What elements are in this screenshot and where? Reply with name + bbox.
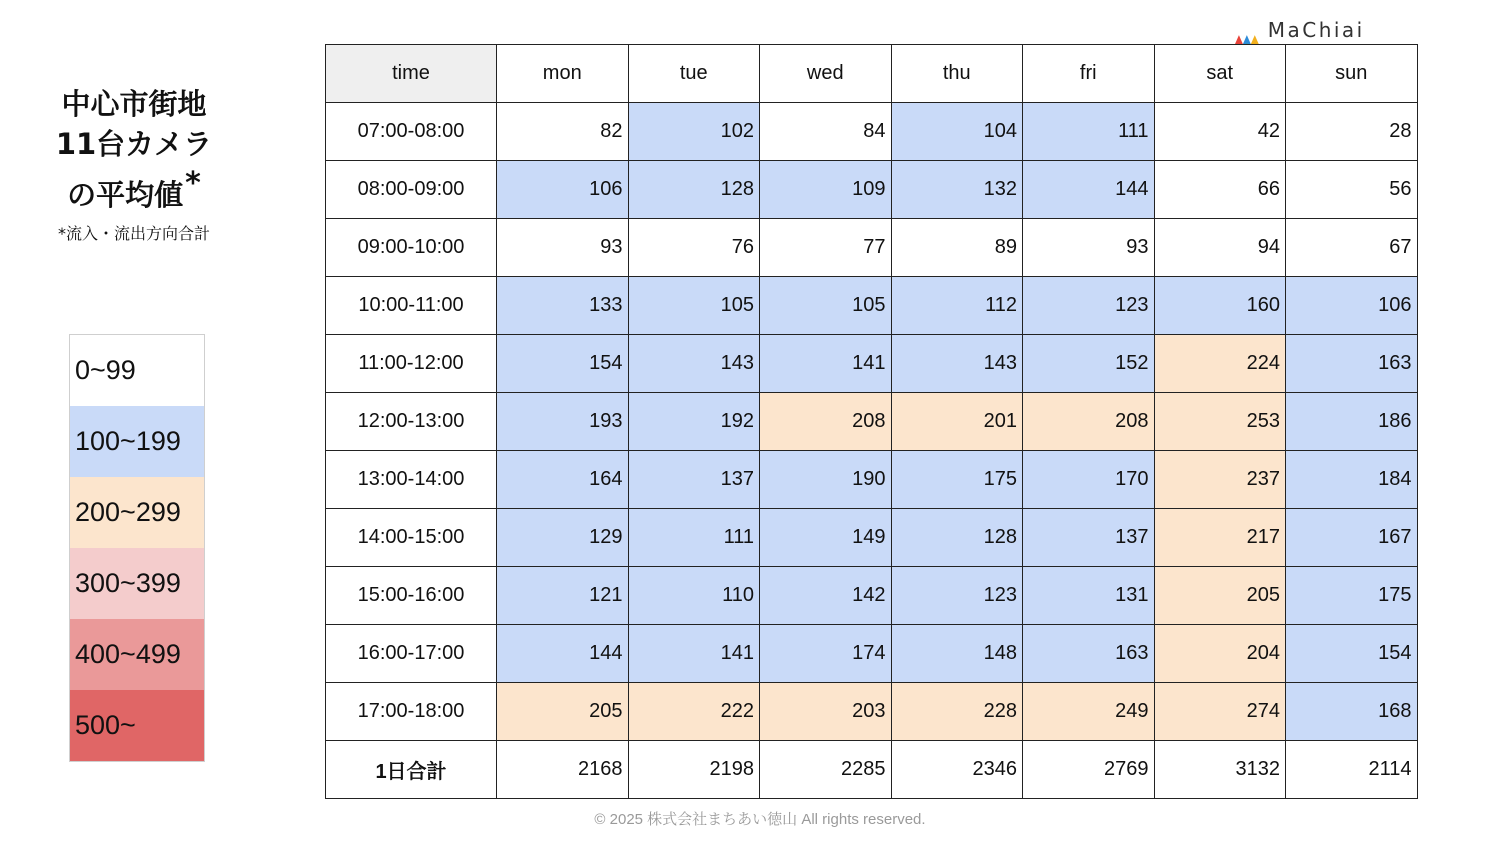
count-cell: 121 bbox=[497, 567, 629, 625]
count-cell: 106 bbox=[1286, 277, 1418, 335]
count-cell: 142 bbox=[760, 567, 892, 625]
count-cell: 203 bbox=[760, 683, 892, 741]
count-cell: 102 bbox=[628, 103, 760, 161]
table-row bbox=[326, 509, 1418, 567]
count-cell: 190 bbox=[760, 451, 892, 509]
table-row bbox=[326, 219, 1418, 277]
count-cell: 164 bbox=[497, 451, 629, 509]
copyright-footer: © 2025 株式会社まちあい徳山 All rights reserved. bbox=[594, 811, 926, 828]
count-cell: 111 bbox=[628, 509, 760, 567]
header-time: time bbox=[326, 45, 497, 103]
count-cell: 137 bbox=[628, 451, 760, 509]
legend-item: 0~99 bbox=[70, 335, 204, 406]
legend-item: 300~399 bbox=[70, 548, 204, 619]
total-cell: 2198 bbox=[628, 741, 760, 799]
count-cell: 141 bbox=[760, 335, 892, 393]
count-cell: 111 bbox=[1023, 103, 1155, 161]
count-cell: 123 bbox=[1023, 277, 1155, 335]
header-sat: sat bbox=[1154, 45, 1286, 103]
count-cell: 184 bbox=[1286, 451, 1418, 509]
count-cell: 137 bbox=[1023, 509, 1155, 567]
count-cell: 205 bbox=[1154, 567, 1286, 625]
count-cell: 105 bbox=[760, 277, 892, 335]
title-asterisk: * bbox=[185, 166, 201, 201]
count-cell: 148 bbox=[891, 625, 1023, 683]
title-line-1: 中心市街地 bbox=[61, 87, 207, 121]
header-mon: mon bbox=[497, 45, 629, 103]
count-cell: 89 bbox=[891, 219, 1023, 277]
count-cell: 133 bbox=[497, 277, 629, 335]
table-row bbox=[326, 103, 1418, 161]
count-cell: 105 bbox=[628, 277, 760, 335]
count-cell: 154 bbox=[497, 335, 629, 393]
count-cell: 228 bbox=[891, 683, 1023, 741]
header-thu: thu bbox=[891, 45, 1023, 103]
total-label: 1日合計 bbox=[326, 741, 497, 799]
count-cell: 144 bbox=[1023, 161, 1155, 219]
legend-item: 400~499 bbox=[70, 619, 204, 690]
table-row bbox=[326, 567, 1418, 625]
header-fri: fri bbox=[1023, 45, 1155, 103]
table-row bbox=[326, 393, 1418, 451]
color-legend bbox=[69, 334, 205, 762]
count-cell: 143 bbox=[628, 335, 760, 393]
count-cell: 128 bbox=[891, 509, 1023, 567]
total-cell: 3132 bbox=[1154, 741, 1286, 799]
count-cell: 163 bbox=[1286, 335, 1418, 393]
header-sun: sun bbox=[1286, 45, 1418, 103]
row-time-label: 08:00-09:00 bbox=[326, 161, 497, 219]
count-cell: 67 bbox=[1286, 219, 1418, 277]
count-cell: 144 bbox=[497, 625, 629, 683]
legend-item: 500~ bbox=[70, 690, 204, 761]
count-cell: 106 bbox=[497, 161, 629, 219]
count-cell: 149 bbox=[760, 509, 892, 567]
row-time-label: 11:00-12:00 bbox=[326, 335, 497, 393]
count-cell: 152 bbox=[1023, 335, 1155, 393]
count-cell: 93 bbox=[1023, 219, 1155, 277]
count-cell: 66 bbox=[1154, 161, 1286, 219]
count-cell: 110 bbox=[628, 567, 760, 625]
count-cell: 274 bbox=[1154, 683, 1286, 741]
count-cell: 175 bbox=[891, 451, 1023, 509]
count-cell: 201 bbox=[891, 393, 1023, 451]
row-time-label: 12:00-13:00 bbox=[326, 393, 497, 451]
count-cell: 84 bbox=[760, 103, 892, 161]
table-row bbox=[326, 683, 1418, 741]
row-time-label: 13:00-14:00 bbox=[326, 451, 497, 509]
count-cell: 56 bbox=[1286, 161, 1418, 219]
count-cell: 163 bbox=[1023, 625, 1155, 683]
count-cell: 143 bbox=[891, 335, 1023, 393]
title-line-3 bbox=[20, 164, 248, 215]
row-time-label: 14:00-15:00 bbox=[326, 509, 497, 567]
total-row bbox=[326, 741, 1418, 799]
title-block bbox=[20, 84, 248, 244]
count-cell: 77 bbox=[760, 219, 892, 277]
count-cell: 170 bbox=[1023, 451, 1155, 509]
table-row bbox=[326, 625, 1418, 683]
table-row bbox=[326, 277, 1418, 335]
count-cell: 237 bbox=[1154, 451, 1286, 509]
count-cell: 76 bbox=[628, 219, 760, 277]
count-cell: 132 bbox=[891, 161, 1023, 219]
count-cell: 131 bbox=[1023, 567, 1155, 625]
count-cell: 42 bbox=[1154, 103, 1286, 161]
count-cell: 160 bbox=[1154, 277, 1286, 335]
row-time-label: 07:00-08:00 bbox=[326, 103, 497, 161]
traffic-table bbox=[325, 44, 1418, 799]
count-cell: 109 bbox=[760, 161, 892, 219]
row-time-label: 15:00-16:00 bbox=[326, 567, 497, 625]
table-row bbox=[326, 335, 1418, 393]
total-cell: 2114 bbox=[1286, 741, 1418, 799]
table-row bbox=[326, 161, 1418, 219]
count-cell: 123 bbox=[891, 567, 1023, 625]
brand-name: MaChiai bbox=[1267, 18, 1365, 42]
count-cell: 141 bbox=[628, 625, 760, 683]
count-cell: 154 bbox=[1286, 625, 1418, 683]
count-cell: 28 bbox=[1286, 103, 1418, 161]
count-cell: 174 bbox=[760, 625, 892, 683]
count-cell: 129 bbox=[497, 509, 629, 567]
table-row bbox=[326, 451, 1418, 509]
count-cell: 128 bbox=[628, 161, 760, 219]
count-cell: 175 bbox=[1286, 567, 1418, 625]
legend-item: 200~299 bbox=[70, 477, 204, 548]
count-cell: 193 bbox=[497, 393, 629, 451]
count-cell: 94 bbox=[1154, 219, 1286, 277]
total-cell: 2285 bbox=[760, 741, 892, 799]
count-cell: 112 bbox=[891, 277, 1023, 335]
count-cell: 208 bbox=[760, 393, 892, 451]
count-cell: 217 bbox=[1154, 509, 1286, 567]
count-cell: 167 bbox=[1286, 509, 1418, 567]
count-cell: 205 bbox=[497, 683, 629, 741]
title-note: *流入・流出方向合計 bbox=[57, 224, 210, 243]
count-cell: 192 bbox=[628, 393, 760, 451]
total-cell: 2346 bbox=[891, 741, 1023, 799]
count-cell: 104 bbox=[891, 103, 1023, 161]
total-cell: 2769 bbox=[1023, 741, 1155, 799]
count-cell: 208 bbox=[1023, 393, 1155, 451]
table-header-row bbox=[326, 45, 1418, 103]
title-line-3-text: の平均値 bbox=[67, 178, 184, 212]
row-time-label: 09:00-10:00 bbox=[326, 219, 497, 277]
count-cell: 222 bbox=[628, 683, 760, 741]
count-cell: 186 bbox=[1286, 393, 1418, 451]
count-cell: 249 bbox=[1023, 683, 1155, 741]
legend-item: 100~199 bbox=[70, 406, 204, 477]
count-cell: 93 bbox=[497, 219, 629, 277]
count-cell: 224 bbox=[1154, 335, 1286, 393]
header-wed: wed bbox=[760, 45, 892, 103]
count-cell: 253 bbox=[1154, 393, 1286, 451]
total-cell: 2168 bbox=[497, 741, 629, 799]
title-line-2: 11台カメラ bbox=[55, 127, 213, 161]
count-cell: 82 bbox=[497, 103, 629, 161]
count-cell: 204 bbox=[1154, 625, 1286, 683]
count-cell: 168 bbox=[1286, 683, 1418, 741]
header-tue: tue bbox=[628, 45, 760, 103]
row-time-label: 10:00-11:00 bbox=[326, 277, 497, 335]
row-time-label: 17:00-18:00 bbox=[326, 683, 497, 741]
row-time-label: 16:00-17:00 bbox=[326, 625, 497, 683]
